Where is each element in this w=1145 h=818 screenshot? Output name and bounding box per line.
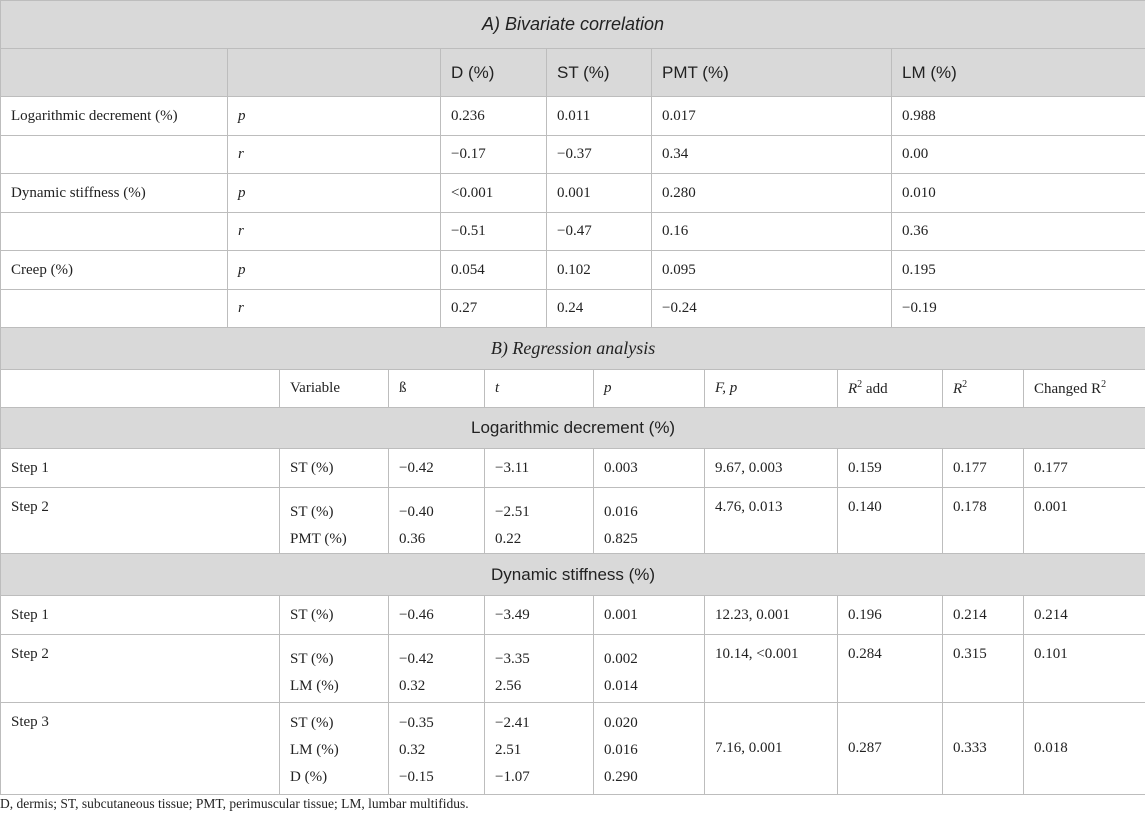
cell-value: 0.34 [652,136,892,174]
table-row [1,635,1145,703]
header-r2: $R^2$ [943,370,1024,408]
r2add-cell: 0.284 [838,635,943,703]
cell-value: −0.51 [441,213,547,251]
beta-line: −0.42 [399,651,434,667]
cell-value: 0.16 [652,213,892,251]
header-st: ST (%) [547,49,652,97]
cell-value: 0.011 [547,97,652,136]
table-row [1,251,1145,290]
p-cell [594,488,705,554]
table-row [1,174,1145,213]
cell-value: 0.054 [441,251,547,290]
row-label: Dynamic stiffness (%) [1,174,228,213]
p-cell: 0.003 [594,449,705,488]
p-line: 0.014 [604,678,638,694]
cell-value: −0.24 [652,290,892,328]
bivariate-correlation-table [0,0,1145,328]
variable-line: PMT (%) [290,531,347,547]
header-step [1,370,280,408]
table-row [1,97,1145,136]
r2add-cell: 0.159 [838,449,943,488]
p-line: 0.002 [604,651,638,667]
variable-cell [280,635,389,703]
cell-value: 0.195 [892,251,1145,290]
header-empty-2 [228,49,441,97]
t-line: −2.51 [495,504,530,520]
section-b-title-row [1,328,1145,370]
cell-value: −0.19 [892,290,1145,328]
cell-value: 0.102 [547,251,652,290]
header-changed-r2: Changed $R^2$ [1024,370,1145,408]
row-label: Logarithmic decrement (%) [1,97,228,136]
fp-cell: 4.76, 0.013 [705,488,838,554]
stat-label: p [228,174,441,213]
cell-value: 0.00 [892,136,1145,174]
header-f-p: F, p [705,370,838,408]
variable-line: LM (%) [290,678,339,694]
beta-line: 0.32 [399,742,426,758]
header-pmt: PMT (%) [652,49,892,97]
table-row [1,136,1145,174]
row-label [1,136,228,174]
cell-value: 0.010 [892,174,1145,213]
changed-r2-cell: 0.101 [1024,635,1145,703]
r2-cell: 0.333 [943,703,1024,795]
regression-analysis-table [0,327,1145,795]
header-t: t [485,370,594,408]
header-r2-add-text: add [865,381,888,397]
row-label [1,290,228,328]
group-title-row [1,554,1145,596]
group-title-log-decrement: Logarithmic decrement (%) [1,408,1145,449]
table-row [1,449,1145,488]
stat-label: p [228,97,441,136]
t-cell [485,488,594,554]
cell-value: <0.001 [441,174,547,213]
t-cell: −3.49 [485,596,594,635]
p-cell [594,703,705,795]
row-label [1,213,228,251]
fp-cell: 10.14, <0.001 [705,635,838,703]
variable-line: LM (%) [290,742,339,758]
variable-cell: ST (%) [280,596,389,635]
variable-line: ST (%) [290,504,334,520]
header-variable: Variable [280,370,389,408]
group-title-dynamic-stiffness: Dynamic stiffness (%) [1,554,1145,596]
changed-r2-cell: 0.001 [1024,488,1145,554]
t-cell: −3.11 [485,449,594,488]
section-a-title-row [1,1,1145,49]
r2-cell: 0.177 [943,449,1024,488]
header-empty-1 [1,49,228,97]
header-r2-add: $R^2$ add [838,370,943,408]
step-label: Step 1 [1,596,280,635]
t-line: −1.07 [495,769,530,785]
variable-cell [280,488,389,554]
beta-line: −0.40 [399,504,434,520]
beta-line: −0.35 [399,715,434,731]
t-line: −3.35 [495,651,530,667]
section-b-header-row [1,370,1145,408]
variable-line: ST (%) [290,651,334,667]
fp-cell: 9.67, 0.003 [705,449,838,488]
step-label: Step 2 [1,488,280,554]
t-cell [485,635,594,703]
table-row [1,596,1145,635]
p-cell: 0.001 [594,596,705,635]
beta-cell [389,703,485,795]
header-p: p [594,370,705,408]
table-row [1,703,1145,795]
r2add-cell: 0.287 [838,703,943,795]
t-line: −2.41 [495,715,530,731]
stat-label: r [228,213,441,251]
group-title-row [1,408,1145,449]
beta-line: −0.15 [399,769,434,785]
t-cell [485,703,594,795]
p-line: 0.290 [604,769,638,785]
cell-value: 0.24 [547,290,652,328]
cell-value: 0.27 [441,290,547,328]
cell-value: 0.001 [547,174,652,213]
table-row [1,488,1145,554]
step-label: Step 2 [1,635,280,703]
cell-value: 0.988 [892,97,1145,136]
cell-value: 0.280 [652,174,892,213]
cell-value: −0.17 [441,136,547,174]
t-line: 2.56 [495,678,522,694]
step-label: Step 3 [1,703,280,795]
beta-cell: −0.46 [389,596,485,635]
beta-cell: −0.42 [389,449,485,488]
variable-line: D (%) [290,769,328,785]
fp-cell: 7.16, 0.001 [705,703,838,795]
beta-cell [389,635,485,703]
stat-label: r [228,290,441,328]
section-a-header-row [1,49,1145,97]
changed-r2-cell: 0.214 [1024,596,1145,635]
cell-value: 0.236 [441,97,547,136]
changed-r2-cell: 0.018 [1024,703,1145,795]
t-line: 0.22 [495,531,522,547]
table-row [1,290,1145,328]
beta-line: 0.36 [399,531,426,547]
beta-line: 0.32 [399,678,426,694]
r2-cell: 0.214 [943,596,1024,635]
variable-cell [280,703,389,795]
table-footnote: D, dermis; ST, subcutaneous tissue; PMT, perimuscular tissue; LM, lumbar multifidus. [0,796,469,811]
p-line: 0.825 [604,531,638,547]
header-d: D (%) [441,49,547,97]
stat-label: p [228,251,441,290]
fp-cell: 12.23, 0.001 [705,596,838,635]
cell-value: 0.095 [652,251,892,290]
t-line: 2.51 [495,742,522,758]
row-label: Creep (%) [1,251,228,290]
cell-value: −0.37 [547,136,652,174]
section-b-title: B) Regression analysis [1,328,1145,370]
cell-value: −0.47 [547,213,652,251]
table-row [1,213,1145,251]
header-beta: ß [389,370,485,408]
p-line: 0.016 [604,742,638,758]
changed-r2-cell: 0.177 [1024,449,1145,488]
header-lm: LM (%) [892,49,1145,97]
r2add-cell: 0.196 [838,596,943,635]
stat-label: r [228,136,441,174]
p-line: 0.016 [604,504,638,520]
variable-cell: ST (%) [280,449,389,488]
r2-cell: 0.178 [943,488,1024,554]
variable-line: ST (%) [290,715,334,731]
beta-cell [389,488,485,554]
section-a-title: A) Bivariate correlation [1,1,1145,49]
r2-cell: 0.315 [943,635,1024,703]
step-label: Step 1 [1,449,280,488]
r2add-cell: 0.140 [838,488,943,554]
cell-value: 0.017 [652,97,892,136]
p-cell [594,635,705,703]
p-line: 0.020 [604,715,638,731]
cell-value: 0.36 [892,213,1145,251]
